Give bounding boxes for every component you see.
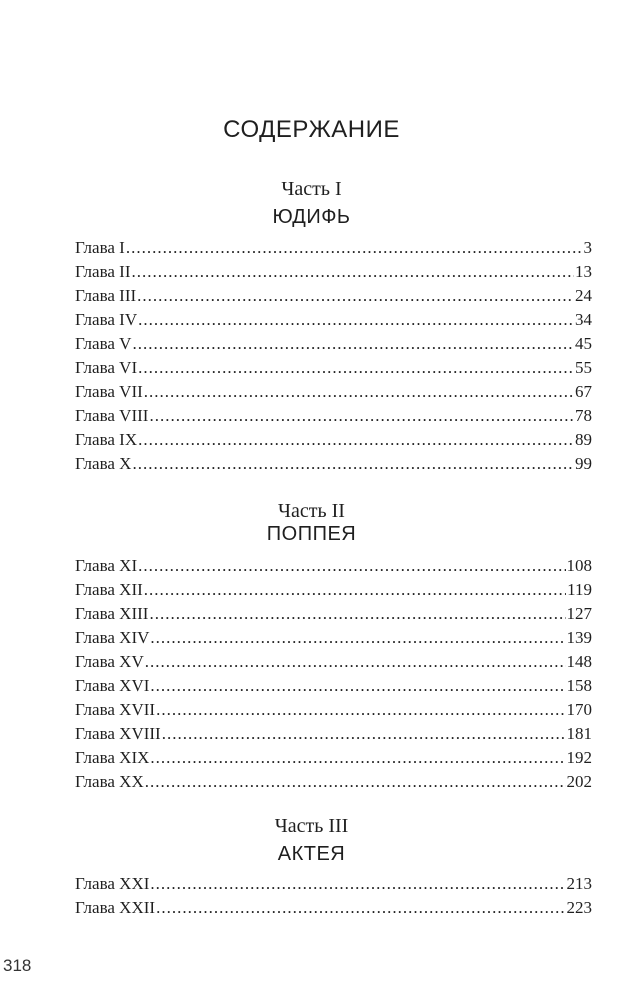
chapter-title: Глава III [75, 286, 137, 305]
toc-entry [75, 602, 592, 626]
part-1-title: ЮДИФЬ [272, 206, 351, 228]
chapter-page-number: 78 [575, 406, 592, 425]
toc-entry [75, 404, 592, 428]
chapter-title: Глава XVIII [75, 724, 161, 743]
toc-entry [75, 722, 592, 746]
toc-entry [75, 428, 592, 452]
dot-leader [126, 236, 583, 260]
toc-entry [75, 260, 592, 284]
toc-entry [75, 896, 592, 920]
chapter-page-number: 181 [566, 724, 592, 743]
chapter-page-number: 213 [566, 874, 592, 893]
dot-leader [156, 896, 565, 920]
chapter-page-number: 148 [566, 652, 592, 671]
chapter-title: Глава XIII [75, 604, 149, 623]
toc-entry [75, 872, 592, 896]
toc-entry [75, 332, 592, 356]
toc-entry [75, 308, 592, 332]
chapter-title: Глава VII [75, 382, 143, 401]
chapter-title: Глава VIII [75, 406, 149, 425]
dot-leader [162, 722, 566, 746]
dot-leader [150, 674, 565, 698]
dot-leader [138, 356, 574, 380]
chapter-title: Глава XX [75, 772, 144, 791]
dot-leader [149, 602, 565, 626]
toc-entry [75, 650, 592, 674]
dot-leader [150, 626, 565, 650]
dot-leader [144, 578, 566, 602]
chapter-page-number: 192 [566, 748, 592, 767]
dot-leader [138, 554, 565, 578]
chapter-page-number: 223 [566, 898, 592, 917]
chapter-page-number: 34 [575, 310, 592, 329]
chapter-page-number: 158 [566, 676, 592, 695]
chapter-title: Глава V [75, 334, 132, 353]
chapter-title: Глава XII [75, 580, 143, 599]
chapter-page-number: 13 [575, 262, 592, 281]
chapter-page-number: 119 [567, 580, 592, 599]
toc-entry [75, 380, 592, 404]
toc-entry [75, 746, 592, 770]
chapter-title: Глава XXII [75, 898, 156, 917]
chapter-page-number: 127 [566, 604, 592, 623]
dot-leader [150, 746, 565, 770]
dot-leader [138, 308, 574, 332]
part-2-label: Часть II [278, 500, 345, 522]
dot-leader [132, 332, 574, 356]
chapter-title: Глава IX [75, 430, 138, 449]
chapter-title: Глава XV [75, 652, 144, 671]
chapter-title: Глава X [75, 454, 132, 473]
toc-entry [75, 236, 592, 260]
chapter-page-number: 202 [566, 772, 592, 791]
chapter-title: Глава IV [75, 310, 138, 329]
page-number: 318 [3, 956, 32, 975]
chapter-page-number: 170 [566, 700, 592, 719]
chapter-title: Глава XVII [75, 700, 156, 719]
chapter-page-number: 45 [575, 334, 592, 353]
toc-entry [75, 578, 592, 602]
part-3-label: Часть III [274, 815, 349, 837]
chapter-page-number: 108 [566, 556, 592, 575]
chapter-title: Глава XI [75, 556, 138, 575]
toc-entry [75, 452, 592, 476]
page-title: СОДЕРЖАНИЕ [223, 116, 400, 143]
dot-leader [144, 380, 574, 404]
part-1-chapter-list [75, 236, 592, 476]
dot-leader [150, 872, 565, 896]
dot-leader [149, 404, 574, 428]
chapter-page-number: 139 [566, 628, 592, 647]
toc-entry [75, 674, 592, 698]
toc-entry [75, 356, 592, 380]
part-3-title: АКТЕЯ [277, 843, 346, 865]
part-2-chapter-list [75, 554, 592, 794]
part-1-label: Часть I [281, 178, 342, 200]
part-2-title: ПОППЕЯ [266, 523, 357, 545]
dot-leader [145, 770, 566, 794]
chapter-page-number: 3 [583, 238, 592, 257]
toc-entry [75, 698, 592, 722]
chapter-title: Глава XVI [75, 676, 150, 695]
toc-entry [75, 626, 592, 650]
chapter-page-number: 24 [575, 286, 592, 305]
dot-leader [132, 260, 575, 284]
toc-entry [75, 770, 592, 794]
chapter-title: Глава XXI [75, 874, 150, 893]
chapter-title: Глава XIX [75, 748, 150, 767]
toc-entry [75, 284, 592, 308]
chapter-title: Глава VI [75, 358, 138, 377]
chapter-title: Глава XIV [75, 628, 150, 647]
dot-leader [156, 698, 565, 722]
dot-leader [145, 650, 566, 674]
chapter-page-number: 55 [575, 358, 592, 377]
chapter-title: Глава I [75, 238, 125, 257]
dot-leader [138, 428, 574, 452]
chapter-page-number: 67 [575, 382, 592, 401]
chapter-page-number: 89 [575, 430, 592, 449]
dot-leader [132, 452, 574, 476]
chapter-page-number: 99 [575, 454, 592, 473]
chapter-title: Глава II [75, 262, 131, 281]
part-3-chapter-list [75, 872, 592, 920]
toc-entry [75, 554, 592, 578]
dot-leader [137, 284, 574, 308]
